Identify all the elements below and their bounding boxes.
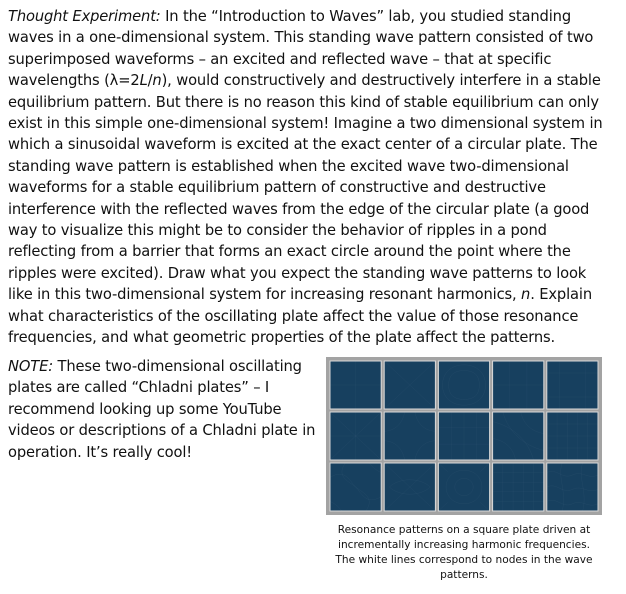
- plate-pattern-7: [384, 412, 435, 460]
- var-L: L: [139, 72, 148, 90]
- figure-caption: Resonance patterns on a square plate driven at incrementally increasing harmonic frequencies. The white lines correspond to nodes in the wave patterns.: [335, 524, 593, 582]
- plate-pattern-12: [384, 463, 435, 511]
- plate-background: [493, 412, 544, 460]
- plate-background: [493, 463, 544, 511]
- var-n: n: [152, 72, 162, 90]
- plate-pattern-5: [547, 361, 598, 409]
- chladni-plates-figure: [326, 357, 602, 515]
- note-text: These two-dimensional oscillating plates are called “Chladni plates” – I recommend looking up some YouTube videos or descriptions of a Chladni plate in operation. It’s really cool!: [8, 358, 316, 461]
- plate-pattern-1: [330, 361, 381, 409]
- paragraph-text-1: In the “Introduction to Waves” lab, you studied standing waves in a one-dimensional system. This standing wave pattern consisted of two superimposed waveforms – an excited and reflected wave – that at specific wavelengths (λ=2: [8, 8, 594, 90]
- plate-background: [547, 361, 598, 409]
- plate-pattern-4: [493, 361, 544, 409]
- plate-pattern-3: [438, 361, 489, 409]
- plate-pattern-13: [438, 463, 489, 511]
- paragraph-text-4: . Explain what characteristics of the oscillating plate affect the value of those resonance frequencies, and what geometric properties of the plate affect the patterns.: [8, 286, 592, 347]
- plate-pattern-10: [547, 412, 598, 460]
- plate-pattern-2: [384, 361, 435, 409]
- paragraph-text-3: ), would constructively and destructively interfere in a stable equilibrium pattern. But there is no reason this kind of stable equilibrium can only exist in this simple one-dimensional system! Imagine a two dimensional system in which a sinusoidal waveform is excited at the exact center of a circular plate. The standing wave pattern is established when the excited wave two-dimensional waveforms for a stable equilibrium pattern of constructive and destructive interference with the reflected waves from the edge of the circular plate (a good way to visualize this might be to consider the behavior of ripples in a pond reflecting from a barrier that forms an exact circle around the point where the ripples were excited). Draw what you expect the standing wave patterns to look like in this two-dimensional system for increasing resonant harmonics,: [8, 72, 603, 304]
- plate-background: [438, 361, 489, 409]
- note-paragraph: [8, 356, 318, 463]
- plate-grid: [330, 361, 598, 511]
- paragraph-text-2: /: [147, 72, 153, 90]
- plate-pattern-8: [438, 412, 489, 460]
- plate-background: [384, 412, 435, 460]
- thought-experiment-paragraph: [8, 6, 608, 349]
- plate-pattern-9: [493, 412, 544, 460]
- note-label: NOTE:: [8, 358, 53, 375]
- plate-pattern-14: [493, 463, 544, 511]
- plate-pattern-11: [330, 463, 381, 511]
- var-n-harmonic: n: [521, 286, 531, 304]
- thought-experiment-label: Thought Experiment:: [8, 8, 161, 25]
- plate-pattern-6: [330, 412, 381, 460]
- plate-pattern-15: [547, 463, 598, 511]
